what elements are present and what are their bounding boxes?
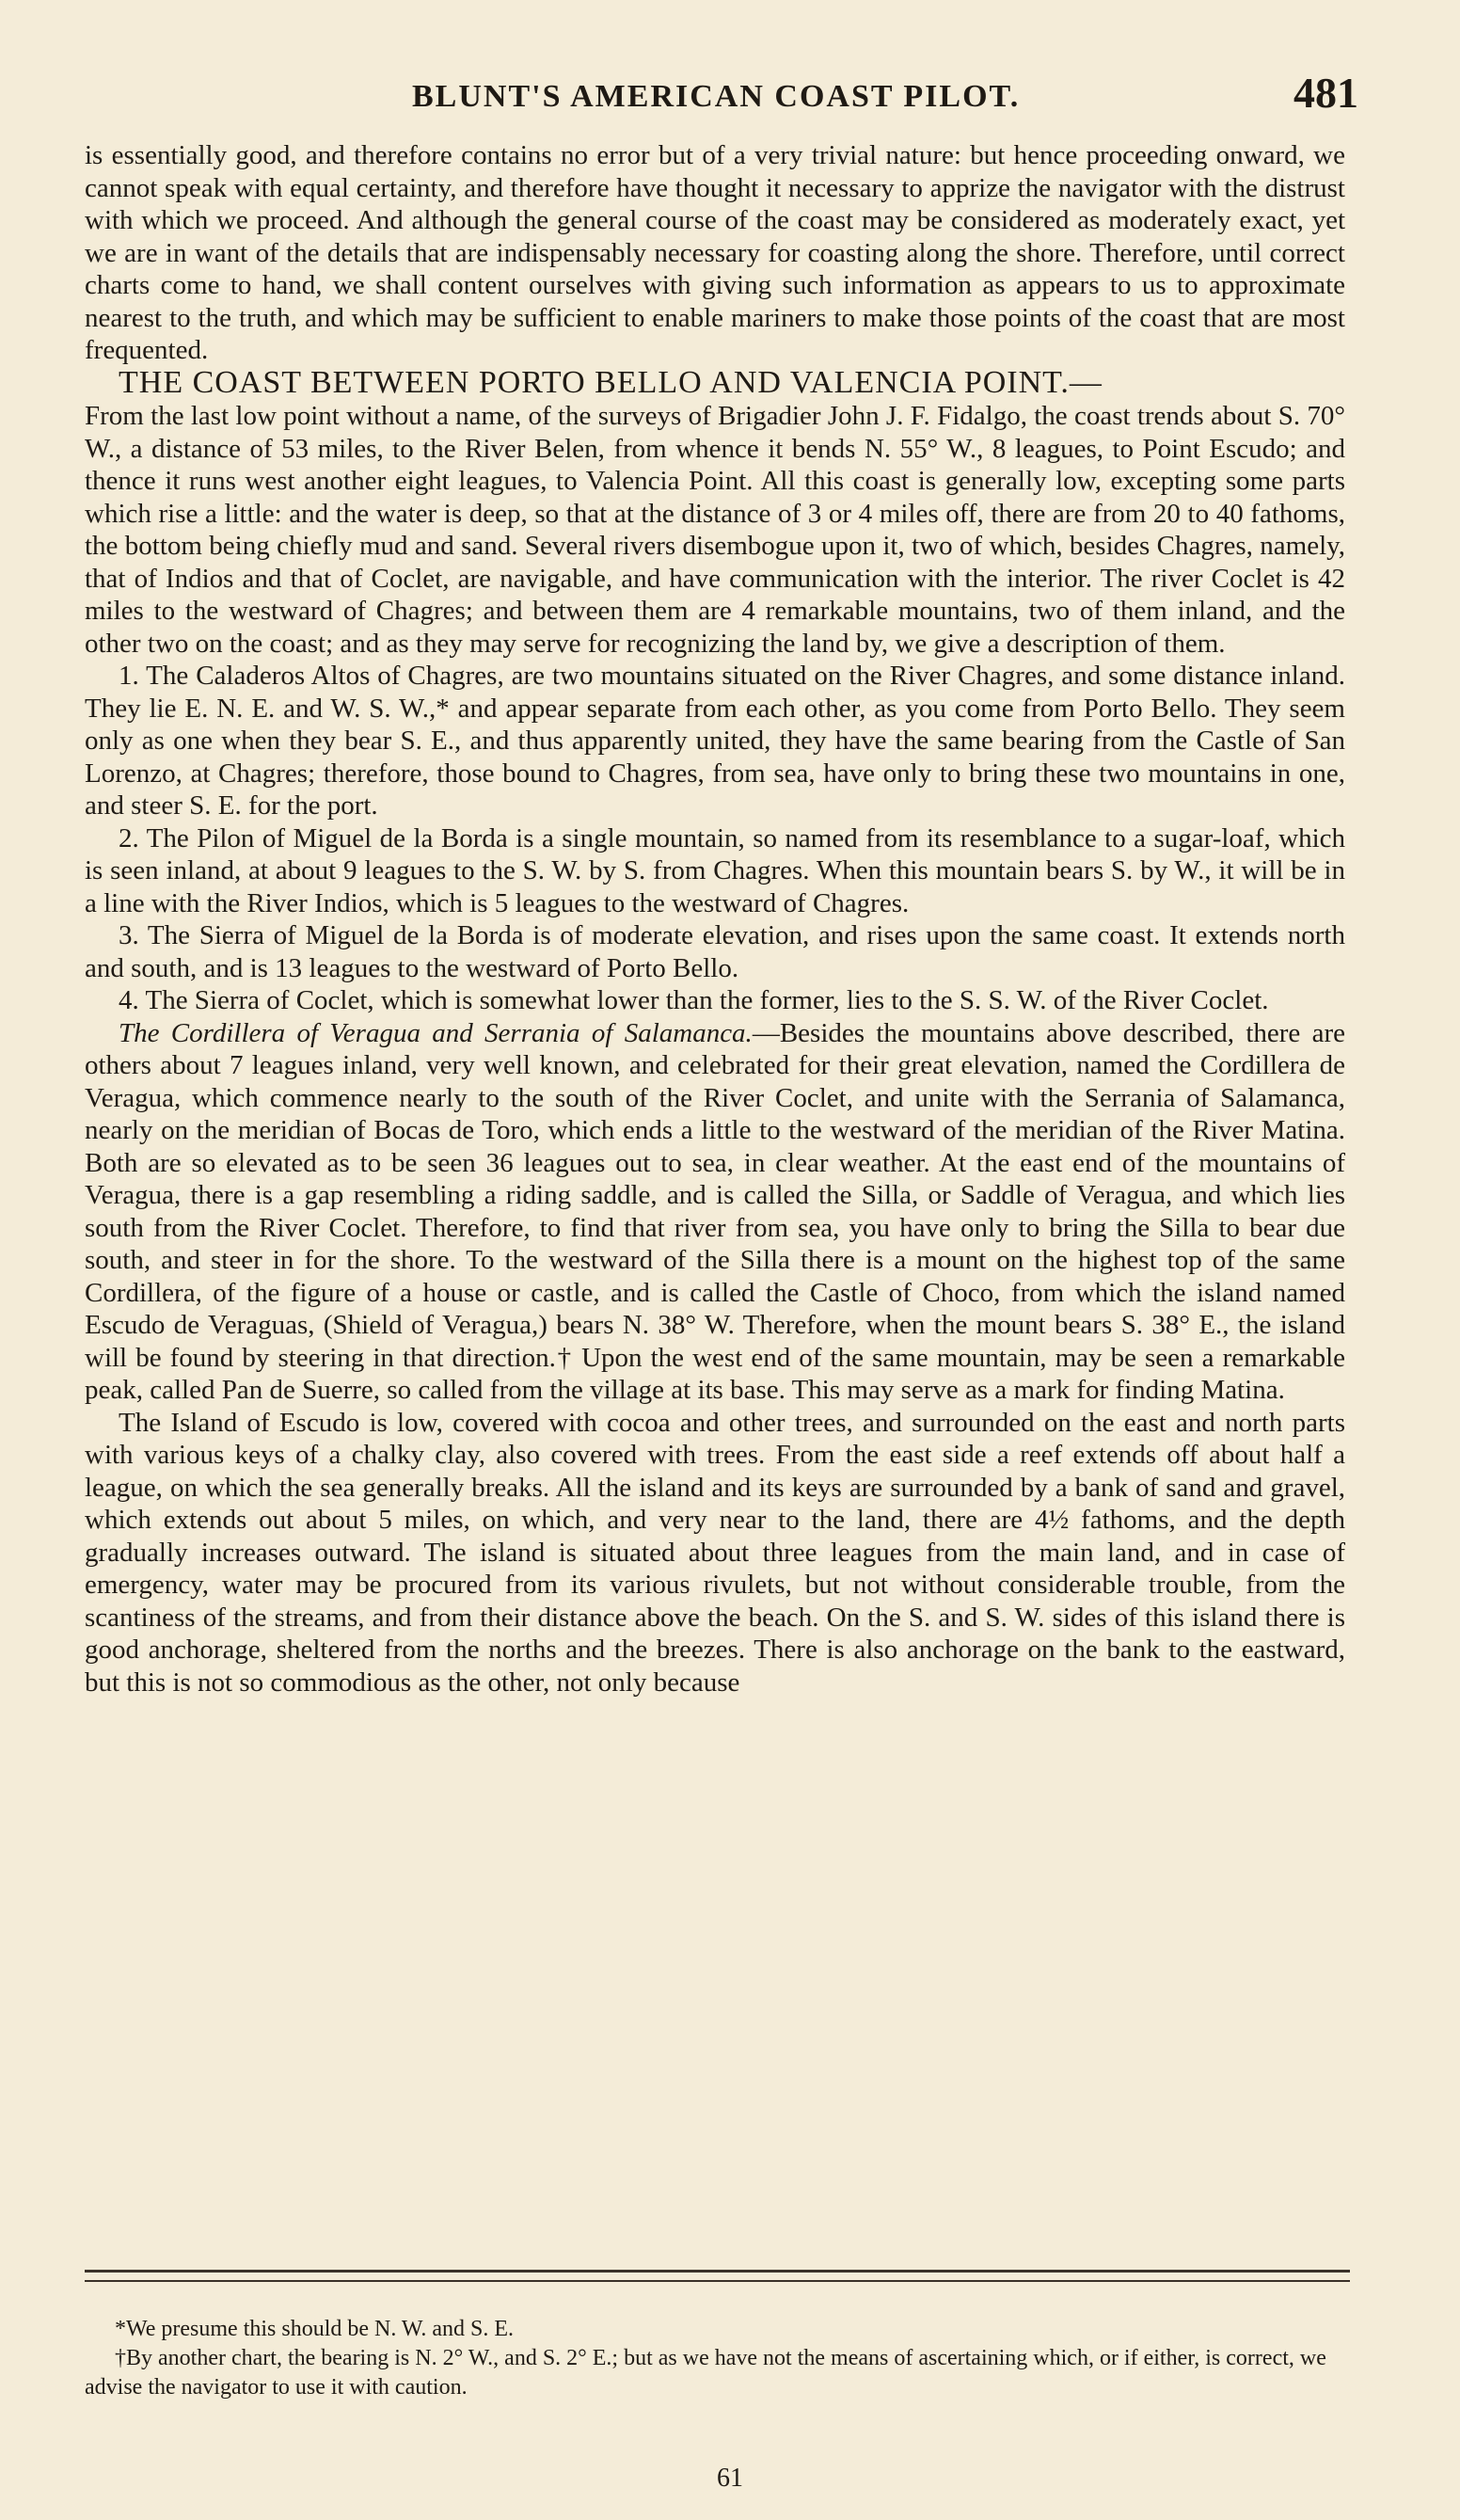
footnote: *We presume this should be N. W. and S. E.	[115, 2317, 515, 2341]
paragraph: 3. The Sierra of Miguel de la Borda is of moderate elevation, and rises upon the same coast. It extends north and south, and is 13 leagues to the westward of Porto Bello.	[85, 920, 1345, 983]
subsection-title: The Cordillera of Veragua and Serrania of Salamanca.	[119, 1017, 753, 1048]
body-text	[85, 139, 1345, 1699]
paragraph: 4. The Sierra of Coclet, which is somewhat lower than the former, lies to the S. S. W. of the River Coclet.	[119, 985, 1269, 1015]
paragraph-text: From the last low point without a name, of the surveys of Brigadier John J. F. Fidalgo, the coast trends about S. 70° W., a distance of 53 miles, to the River Belen, from whence it bends N. 55° W., 8 leagues, to Point Escudo; and thence it runs west another eight leagues, to Valencia Point. All this coast is generally low, excepting some parts which rise a little: and the water is deep, so that at the distance of 3 or 4 miles off, there are from 20 to 40 fathoms, the bottom being chiefly mud and sand. Several rivers disembogue upon it, two of which, besides Chagres, namely, that of Indios and that of Coclet, are navigable, and have communication with the interior. The river Coclet is 42 miles to the westward of Chagres; and between them are 4 remarkable mountains, two of them inland, and the other two on the coast; and as they may serve for recognizing the land by, we give a description of them.	[85, 401, 1345, 659]
signature-mark: 61	[717, 2464, 743, 2493]
paragraph: is essentially good, and therefore contains no error but of a very trivial nature: but hence proceeding onward, we cannot speak with equal certainty, and therefore have thought it necessary to apprize the navigator with the distrust with which we proceed. And although the general course of the coast may be considered as moderately exact, yet we are in want of the details that are indispensably necessary for coasting along the shore. Therefore, until correct charts come to hand, we shall content ourselves with giving such information as appears to us to approximate nearest to the truth, and which may be sufficient to enable mariners to make those points of the coast that are most frequented.	[85, 140, 1345, 365]
footnote-rule	[85, 2270, 1350, 2273]
paragraph	[85, 364, 1345, 661]
paragraph	[85, 1017, 1345, 1407]
paragraph: 1. The Caladeros Altos of Chagres, are two mountains situated on the River Chagres, and some distance inland. They lie E. N. E. and W. S. W.,* and appear separate from each other, as you come from Porto Bello. They seem only as one when they bear S. E., and thus apparently united, they have the same bearing from the Castle of San Lorenzo, at Chagres; therefore, those bound to Chagres, from sea, have only to bring these two mountains in one, and steer S. E. for the port.	[85, 661, 1345, 821]
footnote-rule	[85, 2280, 1350, 2282]
paragraph: The Island of Escudo is low, covered with cocoa and other trees, and surrounded on the east and north parts with various keys of a chalky clay, also covered with trees. From the east side a reef extends off about half a league, on which the sea generally breaks. All the island and its keys are surrounded by a bank of sand and gravel, which extends out about 5 miles, on which, and very near to the land, there are 4½ fathoms, and the depth gradually increases outward. The island is situated about three leagues from the main land, and in case of emergency, water may be procured from its various rivulets, but not without considerable trouble, from the scantiness of the streams, and from their distance above the beach. On the S. and S. W. sides of this island there is good anchorage, sheltered from the norths and the breezes. There is also anchorage on the bank to the eastward, but this is not so commodious as the other, not only because	[85, 1407, 1345, 1698]
page-header	[0, 66, 1460, 132]
footnotes	[85, 2315, 1350, 2402]
footnote: †By another chart, the bearing is N. 2° W., and S. 2° E.; but as we have not the means of ascertaining which, or if either, is correct, we advise the navigator to use it with caution.	[85, 2346, 1326, 2400]
section-heading: THE COAST BETWEEN PORTO BELLO AND VALENCIA POINT.—	[119, 364, 1103, 400]
running-title: BLUNT'S AMERICAN COAST PILOT.	[412, 79, 1021, 114]
footnote-rules	[85, 2270, 1350, 2282]
paragraph: 2. The Pilon of Miguel de la Borda is a single mountain, so named from its resemblance to a sugar-loaf, which is seen inland, at about 9 leagues to the S. W. by S. from Chagres. When this mountain bears S. by W., it will be in a line with the River Indios, which is 5 leagues to the westward of Chagres.	[85, 822, 1345, 918]
paragraph-text: —Besides the mountains above described, there are others about 7 leagues inland, very well known, and celebrated for their great elevation, named the Cordillera de Veragua, which commence nearly to the south of the River Coclet, and unite with the Serrania of Salamanca, nearly on the meridian of Bocas de Toro, which ends a little to the westward of the meridian of the River Matina. Both are so elevated as to be seen 36 leagues out to sea, in clear weather. At the east end of the mountains of Veragua, there is a gap resembling a riding saddle, and is called the Silla, or Saddle of Veragua, and which lies south from the River Coclet. Therefore, to find that river from sea, you have only to bring the Silla to bear due south, and steer in for the shore. To the westward of the Silla there is a mount on the highest top of the same Cordillera, of the figure of a house or castle, and is called the Castle of Choco, from which the island named Escudo de Veraguas, (Shield of Veragua,) bears N. 38° W. Therefore, when the mount bears S. 38° E., the island will be found by steering in that direction.† Upon the west end of the same mountain, may be seen a remarkable peak, called Pan de Suerre, so called from the village at its base. This may serve as a mark for finding Matina.	[85, 1017, 1345, 1405]
page-number: 481	[1293, 69, 1358, 117]
